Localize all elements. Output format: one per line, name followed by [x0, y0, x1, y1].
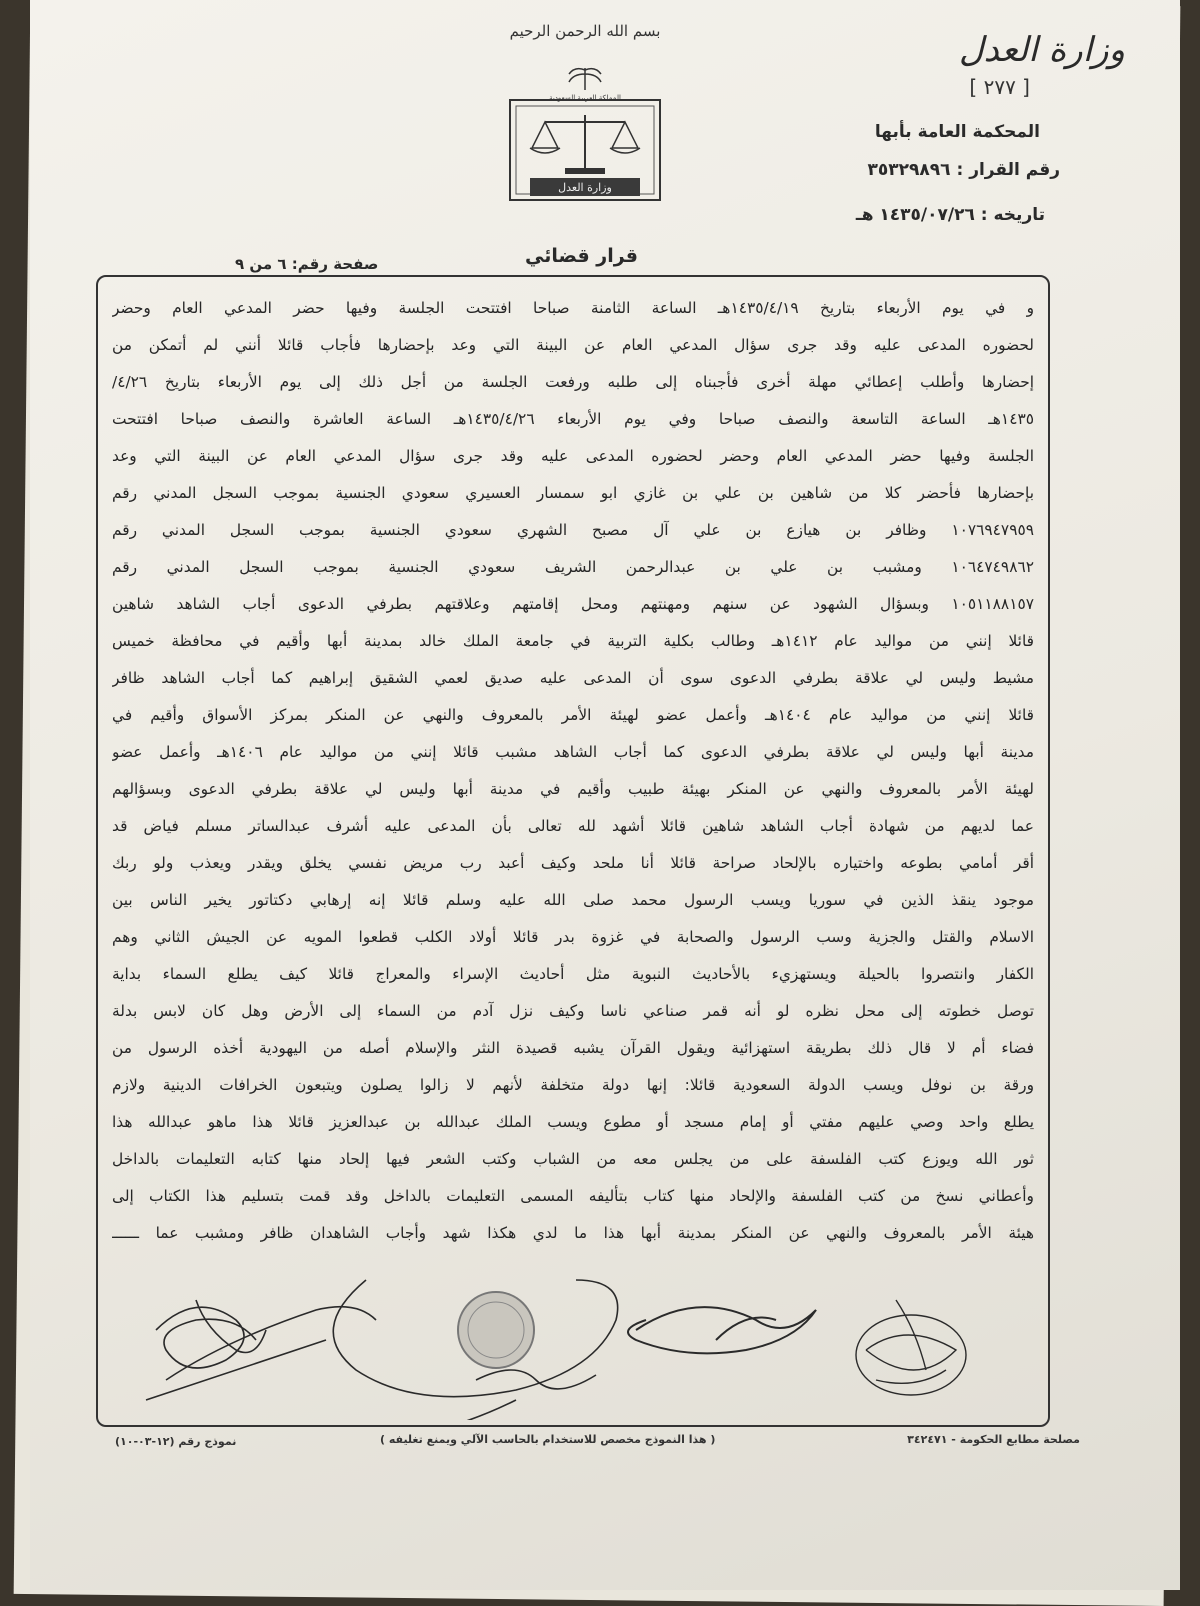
document-page [30, 0, 1180, 1590]
body-line: توصل خطوته إلى محل نظره لو أنه قمر صناعي ناسا وكيف نزل آدم من السماء إلى الأرض وهل كان لابس بدلة [112, 1002, 1034, 1020]
header-code: [ ٢٧٧ ] [969, 75, 1030, 99]
body-line: بإحضارها فأحضر كلا من شاهين بن علي بن غازي ابو سمسار العسيري سعودي الجنسية بموجب السجل المدني رقم [112, 484, 1034, 502]
body-line: موجود ينقذ الذين في سوريا ويسب الرسول محمد صلى الله عليه وسلم قائلا إنه إرهابي دكتاتور يخير الناس بين [112, 891, 1034, 909]
decision-date: تاريخه : ١٤٣٥/٠٧/٢٦ هـ [855, 205, 1045, 225]
body-line: ١٠٦٤٧٤٩٨٦٢ ومشبب بن علي بن عبدالرحمن الشريف سعودي الجنسية بموجب السجل المدني رقم [112, 558, 1034, 576]
body-line: ١٠٧٦٩٤٧٩٥٩ وظافر بن هيازع بن علي آل مصبح الشهري سعودي الجنسية بموجب السجل المدني رقم [112, 521, 1034, 539]
body-line: مشيط وليس لي علاقة بطرفي الدعوى سوى أن المدعى عليه صديق لعمي الشقيق إبراهيم كما أجاب الشاهد ظافر [112, 669, 1034, 687]
body-line: قائلا إنني من مواليد عام ١٤٠٤هـ وأعمل عضو لهيئة الأمر بالمعروف والنهي عن المنكر بمركز الأسواق وأقيم في [112, 706, 1034, 724]
ministry-emblem [500, 60, 670, 205]
body-line: ورقة بن نوفل ويسب الدولة السعودية قائلا: إنها دولة متخلفة لأنهم لا زالوا يصلون ويتبعون الخرافات الدينية ولازم [112, 1076, 1034, 1094]
center-seal [458, 1292, 534, 1368]
body-line: يطلع واحد وصي عليهم مفتي أو إمام مسجد أو مطوع ويسب الملك عبدالله بن عبدالعزيز قائلا هذا ماهو عبدالله هذا [112, 1113, 1034, 1131]
body-line: الاسلام والقتل والجزية وسب الرسول والصحابة في غزوة بدر قائلا أولاد الكلب قطعوا المويه عن الجيش الثاني وهم [112, 928, 1034, 946]
emblem-top-label: المملكة العربية السعودية [549, 94, 621, 102]
body-line: مدينة أبها وليس لي علاقة بطرفي الدعوى كما أجاب الشاهد مشبب قائلا إنني من مواليد عام ١٤٠٦هـ وأعمل عضو [112, 743, 1034, 761]
page-number: صفحة رقم: ٦ من ٩ [235, 255, 379, 273]
body-line: ١٤٣٥هـ الساعة التاسعة والنصف صباحا وفي يوم الأربعاء ١٤٣٥/٤/٢٦هـ الساعة العاشرة والنصف صباحا افتتحت [112, 410, 1034, 428]
printer-info: مصلحة مطابع الحكومة - ٣٤٢٤٧١ [907, 1433, 1080, 1446]
document-title: قرار قضائي [525, 245, 638, 267]
footer-notice: ( هذا النموذج مخصص للاستخدام بالحاسب الآلي ويمنع تغليفه ) [380, 1433, 716, 1446]
court-name: المحكمة العامة بأبها [874, 122, 1040, 142]
body-line: عما لديهم من شهادة أجاب الشاهد شاهين قائلا أشهد لله تعالى بأن المدعى عليه أشرف عبدالساتر مسلم فياض قد [112, 817, 1034, 835]
body-line: لحضوره المدعى عليه وقد جرى سؤال المدعي العام عن البينة التي وعد بإحضارها فأجاب قائلا أنني لم أتمكن من [112, 336, 1034, 354]
right-signature [628, 1307, 816, 1353]
left-signature-stamp [146, 1300, 376, 1400]
body-line: الكفار وانتصروا بالحيلة ويستهزيء بالأحاديث النبوية مثل أحاديث الإسراء والمعراج قائلا كيف يطلع السماء بداية [112, 965, 1034, 983]
body-line: و في يوم الأربعاء بتاريخ ١٤٣٥/٤/١٩هـ الساعة الثامنة صباحا افتتحت الجلسة وفيها حضر المدعي العام وحضر [112, 299, 1034, 317]
basmala: بسم الله الرحمن الرحيم [509, 22, 661, 40]
body-line: وأعطاني نسخ من كتب الفلسفة والإلحاد منها كتاب بتأليفه المسمى التعليمات بالداخل وقد قمت بتسليم هذا الكتاب إلى [112, 1187, 1034, 1205]
body-line: أقر أمامي بطوعه واختياره بالإلحاد صراحة قائلا أنا ملحد وكيف أعبد رب مريض نفسي يخلق ويقدر ويعذب ولو ربك [112, 854, 1034, 872]
scales-icon [530, 115, 640, 174]
decision-body [112, 290, 1034, 1252]
emblem-label: وزارة العدل [558, 181, 612, 194]
decision-number: رقم القرار : ٣٥٣٢٩٨٩٦ [867, 160, 1060, 180]
body-line: فضاء أم لا قال ذلك بطريقة استهزائية ويقول القرآن يشبه قصيدة النثر والإسلام أصله من اليهودية أخذه الرسول من [112, 1039, 1034, 1057]
body-line: لهيئة الأمر بالمعروف والنهي عن المنكر بهيئة طبيب وأقيم في مدينة أبها وليس لي علاقة بطرفي الدعوى وبسؤالهم [112, 780, 1034, 798]
body-line: هيئة الأمر بالمعروف والنهي عن المنكر بمدينة أبها هذا ما لدي هكذا شهد وأجاب الشاهدان ظافر ومشبب عما ــــــ [112, 1224, 1034, 1242]
palm-icon [569, 68, 601, 90]
body-line: ١٠٥١١٨٨١٥٧ وبسؤال الشهود عن سنهم ومهنتهم ومحل إقامتهم وعلاقتهم بطرفي الدعوى أجاب الشاهد شاهين [112, 595, 1034, 613]
ministry-title: وزارة العدل [958, 30, 1125, 70]
right-stamp [856, 1300, 966, 1395]
body-line: قائلا إنني من مواليد عام ١٤١٢هـ وطالب بكلية التربية في جامعة الملك خالد بمدينة أبها وأقيم في محافظة خميس [112, 632, 1034, 650]
signatures-and-stamps [96, 1260, 1046, 1420]
body-line: ثور الله ويوزع كتب الفلسفة على من يجلس معه من الشباب وكتب الشعر فيها إلحاد منها كتابه التعليمات بالداخل [112, 1150, 1034, 1168]
form-number: نموذج رقم (١٢-٠٣-١٠) [115, 1435, 237, 1448]
body-line: إحضارها وأطلب إعطائي مهلة أخرى فأجبناه إلى طلبه ورفعت الجلسة من أجل ذلك إلى يوم الأربعاء بتاريخ ٤/٢٦/ [112, 373, 1034, 391]
body-line: الجلسة وفيها حضر المدعي العام وحضر لحضوره المدعى عليه وقد جرى سؤال المدعي العام عن البينة التي وعد [112, 447, 1034, 465]
